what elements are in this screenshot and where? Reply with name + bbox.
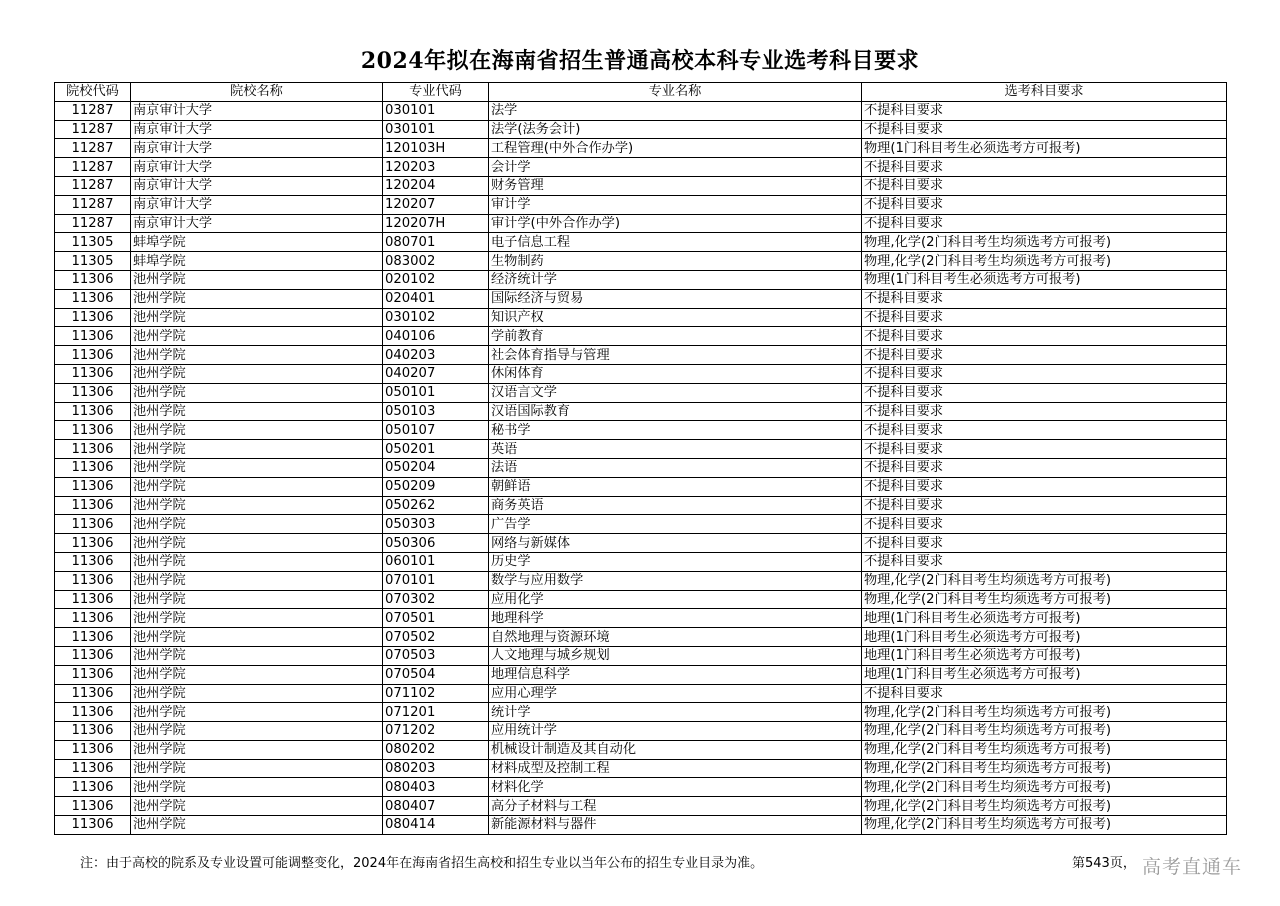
cell-subject-requirement: 物理,化学(2门科目考生均须选考方可报考) bbox=[862, 778, 1227, 797]
cell-major-name: 审计学(中外合作办学) bbox=[489, 214, 862, 233]
cell-major-code: 050204 bbox=[383, 458, 489, 477]
watermark-text: 高考直通车 bbox=[1142, 856, 1243, 878]
table-row bbox=[55, 346, 1227, 365]
cell-major-code: 080701 bbox=[383, 233, 489, 252]
table-row bbox=[55, 646, 1227, 665]
cell-major-name: 工程管理(中外合作办学) bbox=[489, 139, 862, 158]
cell-school-code: 11306 bbox=[55, 308, 131, 327]
table-row bbox=[55, 552, 1227, 571]
cell-school-code: 11306 bbox=[55, 646, 131, 665]
table-row bbox=[55, 665, 1227, 684]
cell-major-code: 083002 bbox=[383, 252, 489, 271]
cell-school-code: 11306 bbox=[55, 665, 131, 684]
cell-subject-requirement: 物理,化学(2门科目考生均须选考方可报考) bbox=[862, 590, 1227, 609]
table-row bbox=[55, 515, 1227, 534]
cell-major-code: 030101 bbox=[383, 120, 489, 139]
cell-major-name: 应用化学 bbox=[489, 590, 862, 609]
cell-major-code: 080407 bbox=[383, 797, 489, 816]
table-row bbox=[55, 759, 1227, 778]
table-row bbox=[55, 534, 1227, 553]
cell-school-code: 11287 bbox=[55, 139, 131, 158]
cell-subject-requirement: 物理,化学(2门科目考生均须选考方可报考) bbox=[862, 816, 1227, 835]
cell-school-name: 南京审计大学 bbox=[131, 101, 383, 120]
cell-school-code: 11306 bbox=[55, 402, 131, 421]
cell-subject-requirement: 地理(1门科目考生必须选考方可报考) bbox=[862, 628, 1227, 647]
cell-major-code: 040203 bbox=[383, 346, 489, 365]
cell-school-name: 池州学院 bbox=[131, 609, 383, 628]
table-row bbox=[55, 740, 1227, 759]
cell-school-name: 池州学院 bbox=[131, 515, 383, 534]
cell-subject-requirement: 不提科目要求 bbox=[862, 440, 1227, 459]
cell-school-name: 池州学院 bbox=[131, 440, 383, 459]
cell-school-name: 池州学院 bbox=[131, 308, 383, 327]
cell-major-code: 050101 bbox=[383, 383, 489, 402]
cell-school-name: 池州学院 bbox=[131, 684, 383, 703]
cell-school-name: 南京审计大学 bbox=[131, 120, 383, 139]
cell-major-name: 高分子材料与工程 bbox=[489, 797, 862, 816]
cell-major-code: 040106 bbox=[383, 327, 489, 346]
cell-subject-requirement: 物理,化学(2门科目考生均须选考方可报考) bbox=[862, 759, 1227, 778]
cell-subject-requirement: 不提科目要求 bbox=[862, 458, 1227, 477]
cell-school-code: 11306 bbox=[55, 684, 131, 703]
cell-subject-requirement: 不提科目要求 bbox=[862, 158, 1227, 177]
cell-subject-requirement: 物理,化学(2门科目考生均须选考方可报考) bbox=[862, 252, 1227, 271]
cell-major-name: 休闲体育 bbox=[489, 364, 862, 383]
cell-school-name: 池州学院 bbox=[131, 646, 383, 665]
table-row bbox=[55, 327, 1227, 346]
table-row bbox=[55, 233, 1227, 252]
cell-subject-requirement: 不提科目要求 bbox=[862, 308, 1227, 327]
table-row bbox=[55, 590, 1227, 609]
cell-school-name: 池州学院 bbox=[131, 722, 383, 741]
cell-major-code: 080202 bbox=[383, 740, 489, 759]
cell-school-code: 11306 bbox=[55, 515, 131, 534]
cell-major-name: 应用心理学 bbox=[489, 684, 862, 703]
cell-major-code: 070503 bbox=[383, 646, 489, 665]
cell-school-code: 11306 bbox=[55, 722, 131, 741]
cell-major-code: 080414 bbox=[383, 816, 489, 835]
cell-major-code: 071201 bbox=[383, 703, 489, 722]
cell-major-code: 070504 bbox=[383, 665, 489, 684]
header-subject-requirement: 选考科目要求 bbox=[862, 83, 1227, 102]
table-row bbox=[55, 571, 1227, 590]
cell-major-name: 广告学 bbox=[489, 515, 862, 534]
table-row bbox=[55, 778, 1227, 797]
cell-school-name: 池州学院 bbox=[131, 496, 383, 515]
cell-major-name: 朝鲜语 bbox=[489, 477, 862, 496]
cell-school-name: 池州学院 bbox=[131, 552, 383, 571]
cell-subject-requirement: 不提科目要求 bbox=[862, 496, 1227, 515]
cell-school-name: 池州学院 bbox=[131, 778, 383, 797]
cell-school-code: 11287 bbox=[55, 214, 131, 233]
requirements-table bbox=[54, 82, 1227, 835]
cell-school-name: 池州学院 bbox=[131, 421, 383, 440]
cell-school-code: 11306 bbox=[55, 496, 131, 515]
cell-major-code: 080203 bbox=[383, 759, 489, 778]
cell-major-code: 070501 bbox=[383, 609, 489, 628]
cell-school-name: 池州学院 bbox=[131, 289, 383, 308]
cell-major-name: 电子信息工程 bbox=[489, 233, 862, 252]
cell-school-name: 蚌埠学院 bbox=[131, 252, 383, 271]
cell-school-code: 11306 bbox=[55, 778, 131, 797]
cell-major-code: 071202 bbox=[383, 722, 489, 741]
cell-school-name: 池州学院 bbox=[131, 703, 383, 722]
table-row bbox=[55, 214, 1227, 233]
cell-school-code: 11306 bbox=[55, 421, 131, 440]
table-row bbox=[55, 383, 1227, 402]
cell-school-name: 池州学院 bbox=[131, 477, 383, 496]
table-header-row bbox=[55, 83, 1227, 102]
table-row bbox=[55, 289, 1227, 308]
cell-major-name: 应用统计学 bbox=[489, 722, 862, 741]
cell-school-code: 11306 bbox=[55, 327, 131, 346]
cell-school-code: 11306 bbox=[55, 364, 131, 383]
cell-school-name: 池州学院 bbox=[131, 816, 383, 835]
cell-major-code: 050201 bbox=[383, 440, 489, 459]
cell-major-name: 材料成型及控制工程 bbox=[489, 759, 862, 778]
cell-school-code: 11287 bbox=[55, 158, 131, 177]
cell-major-code: 070502 bbox=[383, 628, 489, 647]
table-row bbox=[55, 120, 1227, 139]
cell-school-code: 11306 bbox=[55, 797, 131, 816]
cell-major-code: 030101 bbox=[383, 101, 489, 120]
cell-school-code: 11306 bbox=[55, 289, 131, 308]
table-row bbox=[55, 628, 1227, 647]
cell-subject-requirement: 不提科目要求 bbox=[862, 534, 1227, 553]
cell-school-code: 11305 bbox=[55, 233, 131, 252]
cell-subject-requirement: 地理(1门科目考生必须选考方可报考) bbox=[862, 609, 1227, 628]
cell-school-name: 蚌埠学院 bbox=[131, 233, 383, 252]
cell-major-name: 地理信息科学 bbox=[489, 665, 862, 684]
cell-school-code: 11306 bbox=[55, 703, 131, 722]
cell-school-code: 11306 bbox=[55, 440, 131, 459]
cell-subject-requirement: 不提科目要求 bbox=[862, 214, 1227, 233]
cell-subject-requirement: 物理(1门科目考生必须选考方可报考) bbox=[862, 139, 1227, 158]
cell-major-name: 网络与新媒体 bbox=[489, 534, 862, 553]
table-row bbox=[55, 402, 1227, 421]
cell-major-name: 自然地理与资源环境 bbox=[489, 628, 862, 647]
table-row bbox=[55, 477, 1227, 496]
cell-school-name: 池州学院 bbox=[131, 402, 383, 421]
table-row bbox=[55, 308, 1227, 327]
cell-major-code: 120207H bbox=[383, 214, 489, 233]
cell-major-name: 数学与应用数学 bbox=[489, 571, 862, 590]
cell-school-name: 南京审计大学 bbox=[131, 139, 383, 158]
cell-subject-requirement: 物理,化学(2门科目考生均须选考方可报考) bbox=[862, 797, 1227, 816]
page-number: 第543页， bbox=[1072, 856, 1136, 871]
cell-major-name: 经济统计学 bbox=[489, 270, 862, 289]
cell-school-code: 11287 bbox=[55, 176, 131, 195]
table-row bbox=[55, 139, 1227, 158]
cell-subject-requirement: 物理,化学(2门科目考生均须选考方可报考) bbox=[862, 233, 1227, 252]
cell-major-code: 050306 bbox=[383, 534, 489, 553]
cell-major-name: 法学 bbox=[489, 101, 862, 120]
cell-major-name: 会计学 bbox=[489, 158, 862, 177]
cell-subject-requirement: 物理,化学(2门科目考生均须选考方可报考) bbox=[862, 703, 1227, 722]
cell-major-code: 050107 bbox=[383, 421, 489, 440]
cell-major-name: 法学(法务会计) bbox=[489, 120, 862, 139]
cell-school-code: 11306 bbox=[55, 816, 131, 835]
cell-major-name: 社会体育指导与管理 bbox=[489, 346, 862, 365]
cell-major-name: 汉语国际教育 bbox=[489, 402, 862, 421]
cell-major-name: 国际经济与贸易 bbox=[489, 289, 862, 308]
table-row bbox=[55, 101, 1227, 120]
cell-school-code: 11306 bbox=[55, 383, 131, 402]
cell-school-name: 池州学院 bbox=[131, 534, 383, 553]
cell-school-name: 南京审计大学 bbox=[131, 195, 383, 214]
cell-school-code: 11306 bbox=[55, 552, 131, 571]
cell-school-name: 池州学院 bbox=[131, 270, 383, 289]
table-row bbox=[55, 270, 1227, 289]
cell-subject-requirement: 不提科目要求 bbox=[862, 176, 1227, 195]
cell-school-name: 池州学院 bbox=[131, 759, 383, 778]
cell-school-name: 池州学院 bbox=[131, 458, 383, 477]
header-major-code: 专业代码 bbox=[383, 83, 489, 102]
header-school-name: 院校名称 bbox=[131, 83, 383, 102]
page-title: 2024年拟在海南省招生普通高校本科专业选考科目要求 bbox=[360, 48, 920, 74]
cell-major-name: 财务管理 bbox=[489, 176, 862, 195]
cell-major-code: 030102 bbox=[383, 308, 489, 327]
cell-school-code: 11306 bbox=[55, 571, 131, 590]
cell-school-code: 11306 bbox=[55, 740, 131, 759]
cell-school-name: 池州学院 bbox=[131, 665, 383, 684]
table-row bbox=[55, 458, 1227, 477]
cell-major-name: 汉语言文学 bbox=[489, 383, 862, 402]
cell-major-name: 生物制药 bbox=[489, 252, 862, 271]
cell-school-name: 池州学院 bbox=[131, 327, 383, 346]
cell-major-code: 060101 bbox=[383, 552, 489, 571]
cell-subject-requirement: 物理,化学(2门科目考生均须选考方可报考) bbox=[862, 722, 1227, 741]
cell-school-name: 池州学院 bbox=[131, 740, 383, 759]
cell-school-name: 池州学院 bbox=[131, 364, 383, 383]
table-row bbox=[55, 195, 1227, 214]
cell-major-name: 秘书学 bbox=[489, 421, 862, 440]
table-row bbox=[55, 252, 1227, 271]
cell-subject-requirement: 地理(1门科目考生必须选考方可报考) bbox=[862, 665, 1227, 684]
table-row bbox=[55, 421, 1227, 440]
table-row bbox=[55, 609, 1227, 628]
cell-school-code: 11287 bbox=[55, 195, 131, 214]
cell-subject-requirement: 不提科目要求 bbox=[862, 364, 1227, 383]
cell-school-name: 南京审计大学 bbox=[131, 176, 383, 195]
cell-school-code: 11306 bbox=[55, 346, 131, 365]
cell-school-name: 池州学院 bbox=[131, 797, 383, 816]
cell-major-code: 070101 bbox=[383, 571, 489, 590]
cell-major-name: 人文地理与城乡规划 bbox=[489, 646, 862, 665]
cell-school-name: 南京审计大学 bbox=[131, 214, 383, 233]
cell-school-name: 池州学院 bbox=[131, 590, 383, 609]
cell-major-code: 080403 bbox=[383, 778, 489, 797]
footer-note: 注：由于高校的院系及专业设置可能调整变化，2024年在海南省招生高校和招生专业以当年公布的招生专业目录为准。 bbox=[80, 856, 764, 871]
cell-subject-requirement: 不提科目要求 bbox=[862, 327, 1227, 346]
table-row bbox=[55, 797, 1227, 816]
cell-school-code: 11306 bbox=[55, 609, 131, 628]
cell-subject-requirement: 物理,化学(2门科目考生均须选考方可报考) bbox=[862, 740, 1227, 759]
cell-major-name: 法语 bbox=[489, 458, 862, 477]
cell-subject-requirement: 物理(1门科目考生必须选考方可报考) bbox=[862, 270, 1227, 289]
cell-subject-requirement: 不提科目要求 bbox=[862, 195, 1227, 214]
cell-major-name: 材料化学 bbox=[489, 778, 862, 797]
cell-school-code: 11306 bbox=[55, 590, 131, 609]
table-row bbox=[55, 722, 1227, 741]
cell-school-name: 池州学院 bbox=[131, 346, 383, 365]
cell-school-code: 11287 bbox=[55, 101, 131, 120]
cell-subject-requirement: 不提科目要求 bbox=[862, 515, 1227, 534]
cell-subject-requirement: 不提科目要求 bbox=[862, 477, 1227, 496]
cell-subject-requirement: 不提科目要求 bbox=[862, 402, 1227, 421]
cell-major-code: 070302 bbox=[383, 590, 489, 609]
cell-school-name: 池州学院 bbox=[131, 628, 383, 647]
cell-school-code: 11306 bbox=[55, 534, 131, 553]
cell-major-name: 知识产权 bbox=[489, 308, 862, 327]
cell-major-name: 新能源材料与器件 bbox=[489, 816, 862, 835]
table-row bbox=[55, 684, 1227, 703]
cell-major-code: 120204 bbox=[383, 176, 489, 195]
cell-subject-requirement: 不提科目要求 bbox=[862, 120, 1227, 139]
cell-school-name: 池州学院 bbox=[131, 571, 383, 590]
table-row bbox=[55, 440, 1227, 459]
cell-subject-requirement: 物理,化学(2门科目考生均须选考方可报考) bbox=[862, 571, 1227, 590]
table-row bbox=[55, 496, 1227, 515]
cell-school-code: 11306 bbox=[55, 270, 131, 289]
cell-school-code: 11306 bbox=[55, 628, 131, 647]
cell-major-code: 040207 bbox=[383, 364, 489, 383]
cell-major-code: 050262 bbox=[383, 496, 489, 515]
cell-major-code: 050209 bbox=[383, 477, 489, 496]
cell-major-name: 审计学 bbox=[489, 195, 862, 214]
cell-major-name: 机械设计制造及其自动化 bbox=[489, 740, 862, 759]
cell-major-name: 商务英语 bbox=[489, 496, 862, 515]
header-school-code: 院校代码 bbox=[55, 83, 131, 102]
cell-major-name: 学前教育 bbox=[489, 327, 862, 346]
cell-subject-requirement: 地理(1门科目考生必须选考方可报考) bbox=[862, 646, 1227, 665]
cell-school-code: 11305 bbox=[55, 252, 131, 271]
cell-subject-requirement: 不提科目要求 bbox=[862, 421, 1227, 440]
cell-subject-requirement: 不提科目要求 bbox=[862, 346, 1227, 365]
cell-school-code: 11306 bbox=[55, 477, 131, 496]
cell-major-code: 120103H bbox=[383, 139, 489, 158]
cell-major-code: 071102 bbox=[383, 684, 489, 703]
cell-school-code: 11287 bbox=[55, 120, 131, 139]
cell-major-name: 统计学 bbox=[489, 703, 862, 722]
cell-school-name: 池州学院 bbox=[131, 383, 383, 402]
cell-subject-requirement: 不提科目要求 bbox=[862, 101, 1227, 120]
cell-major-code: 020102 bbox=[383, 270, 489, 289]
cell-major-code: 120203 bbox=[383, 158, 489, 177]
cell-major-code: 050303 bbox=[383, 515, 489, 534]
cell-school-code: 11306 bbox=[55, 458, 131, 477]
cell-major-code: 020401 bbox=[383, 289, 489, 308]
cell-subject-requirement: 不提科目要求 bbox=[862, 552, 1227, 571]
table-row bbox=[55, 703, 1227, 722]
table-row bbox=[55, 176, 1227, 195]
table-row bbox=[55, 816, 1227, 835]
cell-major-code: 050103 bbox=[383, 402, 489, 421]
table-row bbox=[55, 158, 1227, 177]
cell-subject-requirement: 不提科目要求 bbox=[862, 383, 1227, 402]
cell-major-name: 历史学 bbox=[489, 552, 862, 571]
cell-subject-requirement: 不提科目要求 bbox=[862, 289, 1227, 308]
cell-school-name: 南京审计大学 bbox=[131, 158, 383, 177]
table-body bbox=[55, 101, 1227, 834]
cell-school-code: 11306 bbox=[55, 759, 131, 778]
table-row bbox=[55, 364, 1227, 383]
header-major-name: 专业名称 bbox=[489, 83, 862, 102]
cell-major-name: 地理科学 bbox=[489, 609, 862, 628]
cell-major-name: 英语 bbox=[489, 440, 862, 459]
cell-subject-requirement: 不提科目要求 bbox=[862, 684, 1227, 703]
cell-major-code: 120207 bbox=[383, 195, 489, 214]
